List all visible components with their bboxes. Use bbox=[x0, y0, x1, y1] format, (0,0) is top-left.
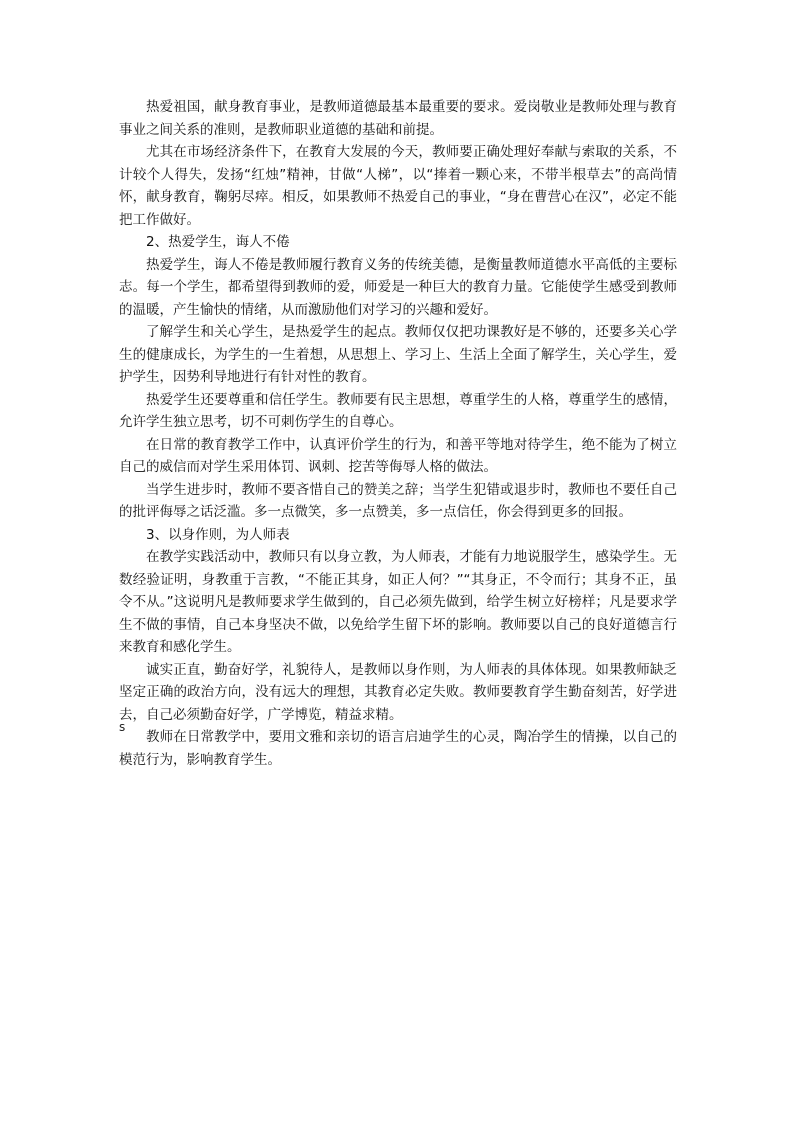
section-heading-love-students: 2、热爱学生，诲人不倦 bbox=[146, 234, 290, 250]
trailing-mark: s bbox=[119, 720, 126, 734]
paragraph-honesty: 诚实正直，勤奋好学，礼貌待人，是教师以身作则，为人师表的具体体现。如果教师缺乏坚定正确的政治方向，没有远大的理想，其教育必定失败。教师要教育学生勤奋刻苦，好学进去，自己必须勤奋好学，广学博览，精益求精。 bbox=[119, 661, 677, 723]
paragraph-teaching-practice: 在教学实践活动中，教师只有以身立教，为人师表，才能有力地说服学生，感染学生。无数经验证明，身教重于言教，“不能正其身，如正人何？”“其身正，不令而行；其身不正，虽令不从。”这说明凡是教师要求学生做到的，自己必须先做到，给学生树立好榜样；凡是要求学生不做的事情，自己本身坚决不做，以免给学生留下坏的影响。教师要以自己的良好道德言行来教育和感化学生。 bbox=[119, 549, 677, 655]
paragraph-respect-students: 热爱学生还要尊重和信任学生。教师要有民主思想，尊重学生的人格，尊重学生的感情，允许学生独立思考，切不可刺伤学生的自尊心。 bbox=[119, 391, 677, 430]
paragraph-love-students: 热爱学生，诲人不倦是教师履行教育义务的传统美德，是衡量教师道德水平高低的主要标志。每一个学生，都希望得到教师的爱，师爱是一种巨大的教育力量。它能使学生感受到教师的温暖，产生愉快的情绪，从而激励他们对学习的兴趣和爱好。 bbox=[119, 256, 677, 318]
paragraph-daily-teaching: 在日常的教育教学工作中，认真评价学生的行为，和善平等地对待学生，绝不能为了树立自己的威信而对学生采用体罚、讽刺、挖苦等侮辱人格的做法。 bbox=[119, 436, 677, 475]
paragraph-patriotism: 热爱祖国，献身教育事业，是教师道德最基本最重要的要求。爱岗敬业是教师处理与教育事业之间关系的准则，是教师职业道德的基础和前提。 bbox=[119, 99, 677, 138]
document-body bbox=[119, 96, 677, 771]
section-heading-lead-by-example: 3、以身作则，为人师表 bbox=[146, 526, 290, 543]
paragraph-language: 教师在日常教学中，要用文雅和亲切的语言启迪学生的心灵，陶冶学生的情操，以自己的模范行为，影响教育学生。 bbox=[119, 729, 677, 768]
paragraph-praise: 当学生进步时，教师不要吝惜自己的赞美之辞；当学生犯错或退步时，教师也不要任自己的批评侮辱之话泛滥。多一点微笑，多一点赞美，多一点信任，你会得到更多的回报。 bbox=[119, 481, 677, 520]
paragraph-market-economy: 尤其在市场经济条件下，在教育大发展的今天，教师要正确处理好奉献与索取的关系，不计较个人得失，发扬“红烛”精神，甘做“人梯”，以“捧着一颗心来，不带半根草去”的高尚情怀，献身教育，鞠躬尽瘁。相反，如果教师不热爱自己的事业，“身在曹营心在汉”，必定不能把工作做好。 bbox=[119, 144, 677, 228]
paragraph-understand-students: 了解学生和关心学生，是热爱学生的起点。教师仅仅把功课教好是不够的，还要多关心学生的健康成长，为学生的一生着想，从思想上、学习上、生活上全面了解学生，关心学生，爱护学生，因势利导地进行有针对性的教育。 bbox=[119, 324, 677, 385]
